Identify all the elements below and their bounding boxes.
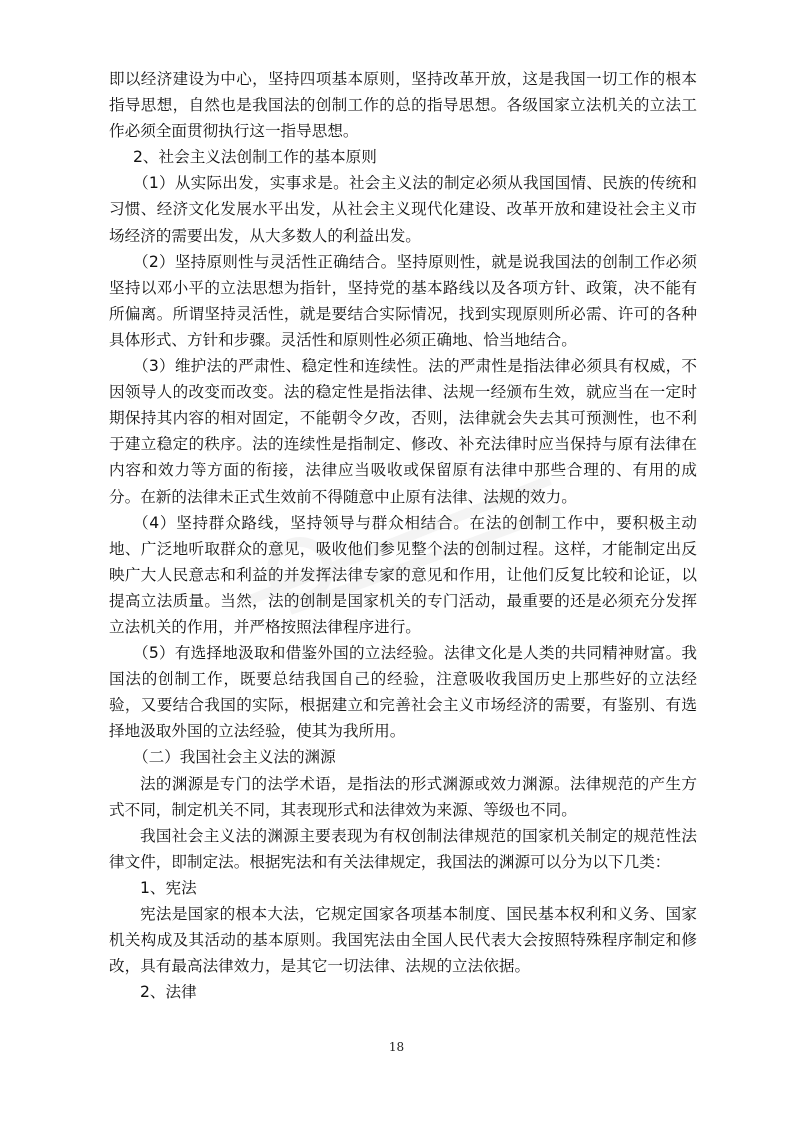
paragraph: 宪法是国家的根本大法，它规定国家各项基本制度、国民基本权利和义务、国家机关构成及其活动的基本原则。我国宪法由全国人民代表大会按照特殊程序制定和修改，具有最高法律效力，是其它一切法律、法规的立法依据。 (109, 905, 697, 976)
subsection-heading: 1、宪法 (140, 878, 197, 897)
paragraph: （5）有选择地汲取和借鉴外国的立法经验。法律文化是人类的共同精神财富。我国法的创制工作，既要总结我国自己的经验，注意吸收我国历史上那些好的立法经验，又要结合我国的实际，根据建立和完善社会主义市场经济的需要，有鉴别、有选择地汲取外国的立法经验，使其为我所用。 (109, 644, 697, 741)
paragraph: 我国社会主义法的渊源主要表现为有权创制法律规范的国家机关制定的规范性法律文件，即制定法。根据宪法和有关法律规定，我国法的渊源可以分为以下几类： (109, 826, 697, 871)
paragraph: 即以经济建设为中心，坚持四项基本原则，坚持改革开放，这是我国一切工作的根本指导思想，自然也是我国法的创制工作的总的指导思想。各级国家立法机关的立法工作必须全面贯彻执行这一指导思想。 (109, 70, 697, 141)
paragraph: （3）维护法的严肃性、稳定性和连续性。法的严肃性是指法律必须具有权威，不因领导人的改变而改变。法的稳定性是指法律、法规一经颁布生效，就应当在一定时期保持其内容的相对固定，不能朝令夕改，否则，法律就会失去其可预测性，也不利于建立稳定的秩序。法的连续性是指制定、修改、补充法律时应当保持与原有法律在内容和效力等方面的衔接，法律应当吸收或保留原有法律中那些合理的、有用的成分。在新的法律未正式生效前不得随意中止原有法律、法规的效力。 (109, 357, 697, 506)
page-number: 18 (388, 1040, 405, 1054)
section-heading: （二）我国社会主义法的渊源 (133, 748, 336, 767)
body-text (109, 66, 697, 1005)
subsection-heading: 2、法律 (140, 983, 197, 1002)
paragraph: （1）从实际出发，实事求是。社会主义法的制定必须从我国国情、民族的传统和习惯、经济文化发展水平出发，从社会主义现代化建设、改革开放和建设社会主义市场经济的需要出发，从大多数人的利益出发。 (109, 174, 697, 245)
section-heading: 2、社会主义法创制工作的基本原则 (133, 148, 377, 167)
paragraph: （2）坚持原则性与灵活性正确结合。坚持原则性，就是说我国法的创制工作必须坚持以邓小平的立法思想为指针，坚持党的基本路线以及各项方针、政策，决不能有所偏离。所谓坚持灵活性，就是要结合实际情况，找到实现原则所必需、许可的各种具体形式、方针和步骤。灵活性和原则性必须正确地、恰当地结合。 (109, 252, 697, 349)
paragraph: 法的渊源是专门的法学术语，是指法的形式渊源或效力渊源。法律规范的产生方式不同，制定机关不同，其表现形式和法律效为来源、等级也不同。 (109, 774, 697, 819)
paragraph: （4）坚持群众路线，坚持领导与群众相结合。在法的创制工作中，要积极主动地、广泛地听取群众的意见，吸收他们参见整个法的创制过程。这样，才能制定出反映广大人民意志和利益的并发挥法律专家的意见和作用，让他们反复比较和论证，以提高立法质量。当然，法的创制是国家机关的专门活动，最重要的还是必须充分发挥立法机关的作用，并严格按照法律程序进行。 (109, 513, 697, 636)
